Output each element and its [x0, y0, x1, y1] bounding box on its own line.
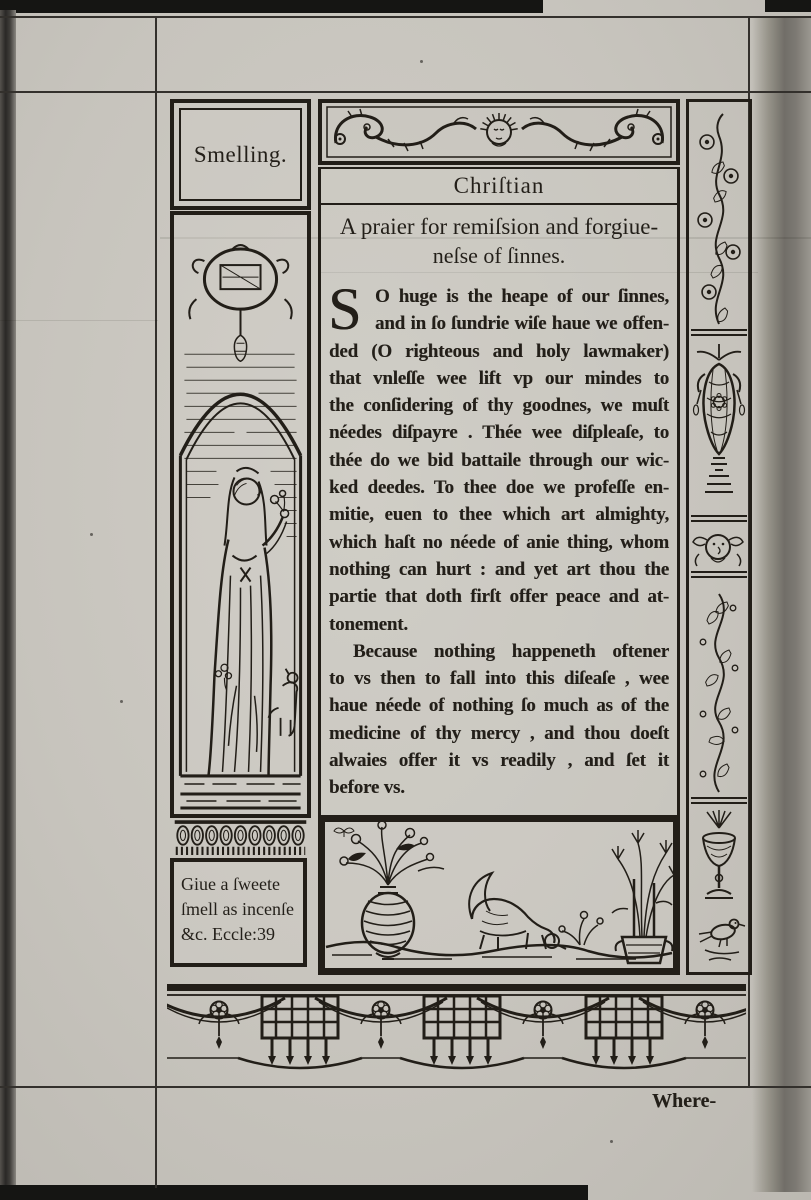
- prayer-paragraph: [329, 638, 669, 802]
- prayer-line: tonement.: [329, 613, 408, 635]
- scan-bottom-bar: [0, 1185, 588, 1200]
- prayer-line: before vs.: [329, 777, 405, 799]
- prayer-paragraph: [328, 276, 669, 638]
- prayer-line: ded (O righteous and holy lawmaker): [329, 340, 669, 362]
- prayer-line: medicine of thy mercy , and thou doeſt: [329, 722, 669, 744]
- prayer-text-column: [318, 167, 680, 815]
- prayer-line: that vnleſſe wee lift vp our mindes to: [329, 367, 669, 389]
- verse-line: &c. Eccle:39: [181, 924, 275, 944]
- prayer-title-line: A praier for remiſsion and forgiue-: [339, 214, 659, 239]
- prayer-line: partie that doth firſt offer peace and at-: [329, 586, 669, 608]
- prayer-line: thée do we bid battaile through our wic-: [329, 449, 669, 471]
- sense-label-box: [170, 99, 311, 210]
- verse-line: ſmell as incenſe: [181, 899, 294, 919]
- tailpiece-woodcut-icon: [318, 815, 680, 975]
- prayer-body: [328, 276, 669, 802]
- prayer-title-line: neſse of ſinnes.: [432, 243, 566, 268]
- prayer-line: nothing can hurt : and yet art thou the: [329, 558, 669, 580]
- frame-rule-bottom: [0, 1086, 811, 1088]
- drop-cap: S: [328, 276, 362, 342]
- prayer-line: which haſt no néede of anie thing, whom: [329, 531, 669, 553]
- scan-top-right-block: [765, 0, 811, 12]
- scan-speck: [120, 700, 123, 703]
- prayer-line: néedes diſpayre . Thée wee diſpleaſe, to: [329, 422, 669, 444]
- scan-speck: [420, 60, 423, 63]
- scan-edge-left: [0, 10, 16, 1192]
- smell-allegory-woodcut-icon: [170, 211, 311, 818]
- scan-speck: [610, 1140, 613, 1143]
- prayer-line: Because nothing happeneth oftener: [353, 640, 669, 662]
- prayer-line: and in ſo ſundrie wiſe haue we offen-: [375, 313, 669, 335]
- bottom-swag-border-icon: [167, 984, 746, 1076]
- prayer-line: mitie, euen to thee which art almighty,: [329, 504, 669, 526]
- prayer-line: to vs then to fall into this diſeaſe , wee: [329, 668, 669, 690]
- sense-label: Smelling.: [193, 141, 288, 167]
- frame-rule-left-vertical: [155, 16, 157, 1188]
- running-title: Chriſtian: [321, 169, 677, 205]
- verse-box: [170, 858, 307, 967]
- egg-and-dart-molding-icon: [170, 820, 311, 857]
- prayer-line: alwaies offer it vs readily , and ſet it: [329, 750, 669, 772]
- frame-rule-top: [0, 16, 811, 18]
- prayer-line: ked deedes. To thee doe we profeſſe en-: [329, 477, 669, 499]
- prayer-line: haue néede of nothing ſo much as of the: [329, 695, 669, 717]
- headpiece-ornament-icon: [318, 99, 680, 165]
- prayer-title: [321, 205, 677, 270]
- scan-streak: [0, 320, 158, 321]
- right-floral-border-icon: [686, 99, 752, 975]
- frame-rule-upper: [0, 91, 811, 93]
- verse-line: Giue a ſweete: [181, 874, 280, 894]
- scan-top-bar: [0, 0, 543, 13]
- prayer-line: the conſidering of thy goodnes, we muſt: [329, 395, 669, 417]
- scan-speck: [90, 533, 93, 536]
- catchword: Where-: [652, 1090, 717, 1112]
- scan-edge-right: [752, 16, 811, 1192]
- prayer-line: O huge is the heape of our ſinnes,: [375, 286, 669, 307]
